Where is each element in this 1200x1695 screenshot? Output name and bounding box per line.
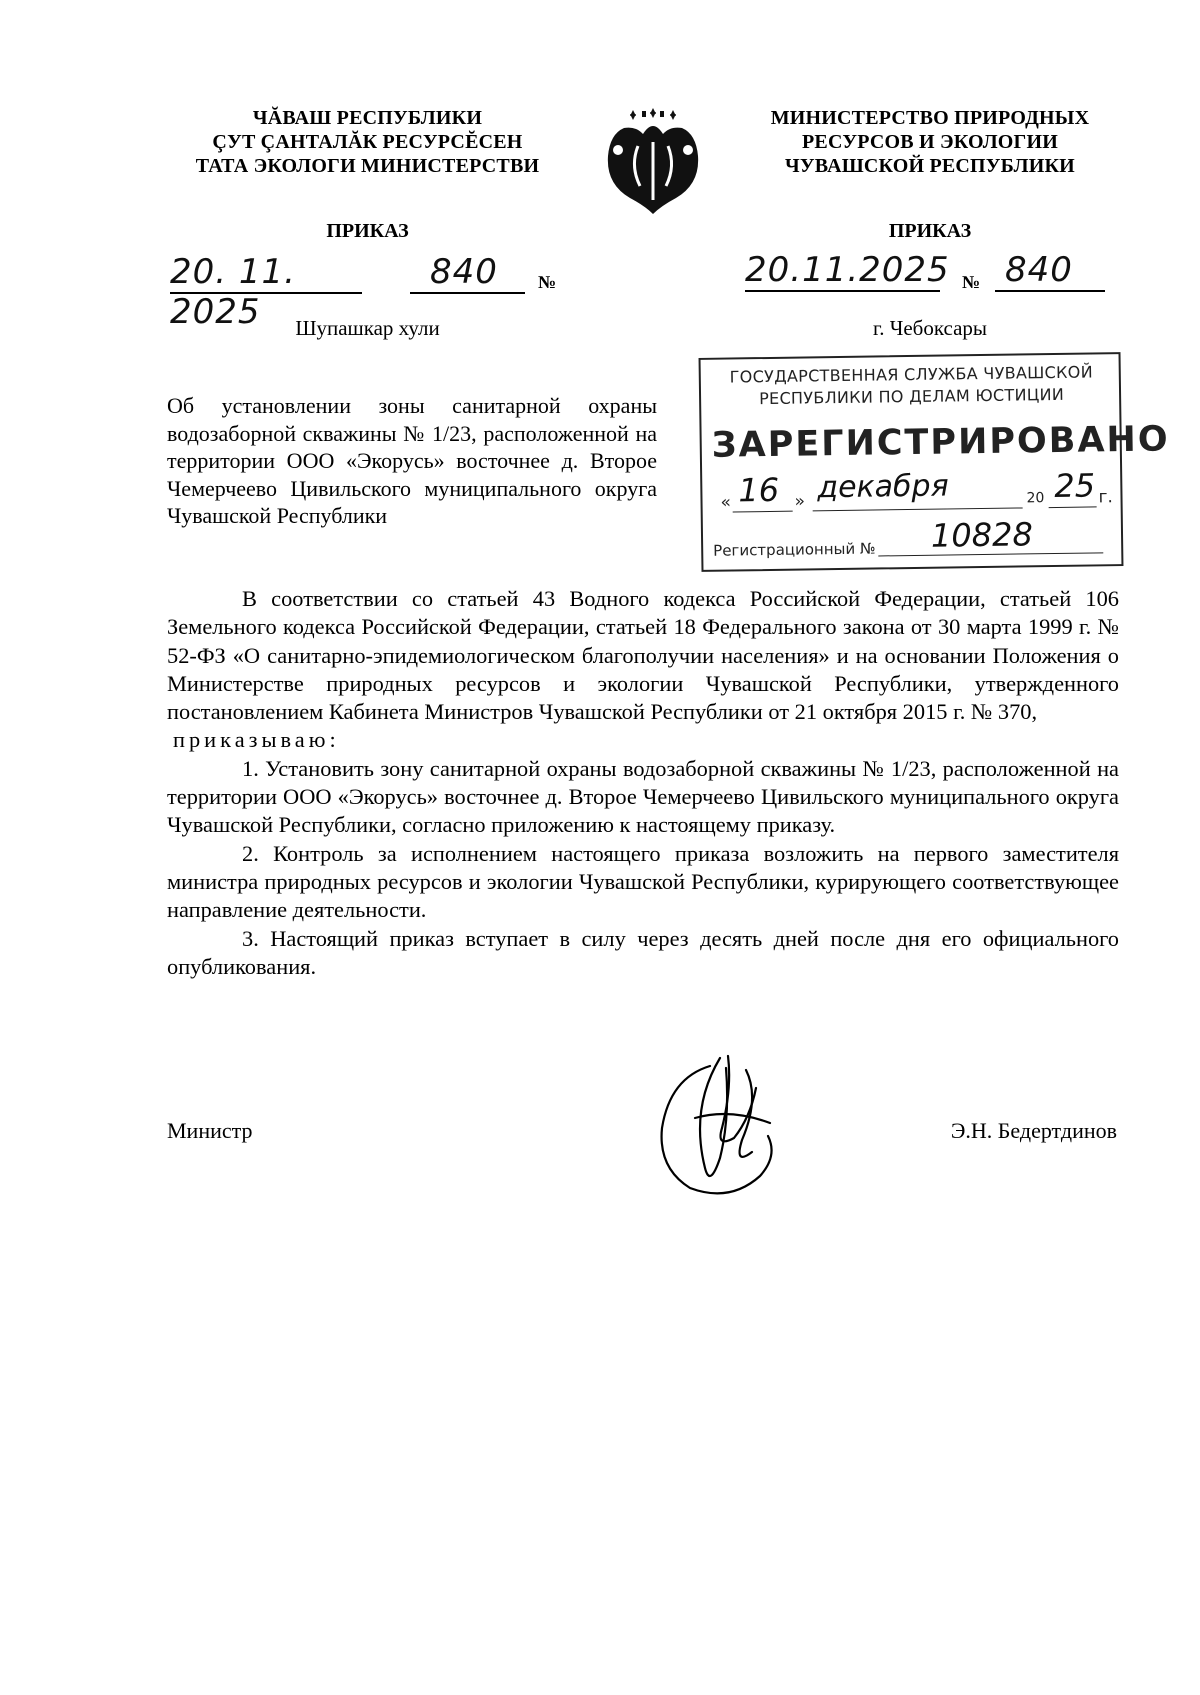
order-title-right: ПРИКАЗ: [888, 220, 972, 242]
signature-position: Министр: [167, 1118, 253, 1143]
header-left-line-1: ЧĂВАШ РЕСПУБЛИКИ: [252, 107, 483, 129]
body-item-3: 3. Настоящий приказ вступает в силу через десять дней после дня его официального опубликования.: [167, 925, 1119, 979]
order-number-left: 840: [430, 252, 498, 292]
number-sign-right: №: [962, 272, 981, 292]
stamp-day-underline: [733, 511, 793, 513]
order-date-left: 20. 11. 2025: [170, 252, 296, 332]
registration-stamp: [699, 352, 1170, 572]
chuvash-emblem-icon: [600, 106, 706, 216]
header-right-line-3: ЧУВАШСКОЙ РЕСПУБЛИКИ: [785, 155, 1075, 177]
header-right-russian: [740, 106, 1120, 178]
date-underline-left: [170, 292, 362, 294]
order-subject: Об установлении зоны санитарной охраны водозаборной скважины № 1/23, расположенной на территории ООО «Экорусь» восточнее д. Второе Чемерчеево Цивильского муниципального округа Чувашской Республики: [167, 393, 657, 528]
stamp-month-underline: [813, 507, 1023, 511]
stamp-year-prefix: 20: [1026, 490, 1045, 507]
date-underline-right: [745, 290, 940, 292]
stamp-reg-underline: [878, 552, 1103, 556]
stamp-reg-label: Регистрационный №: [713, 539, 876, 560]
order-body: [167, 585, 1119, 981]
number-sign-left: №: [538, 272, 557, 292]
header-right-line-1: МИНИСТЕРСТВО ПРИРОДНЫХ: [770, 107, 1090, 129]
order-date-right: 20.11.2025: [745, 250, 950, 290]
stamp-month: декабря: [817, 468, 949, 506]
stamp-day-open: «: [720, 492, 732, 513]
header-left-line-3: ТАТА ЭКОЛОГИ МИНИСТЕРСТВИ: [195, 155, 540, 177]
number-underline-left: [410, 292, 525, 294]
stamp-line-2: РЕСПУБЛИКИ ПО ДЕЛАМ ЮСТИЦИИ: [758, 384, 1065, 409]
stamp-day: 16: [738, 470, 780, 510]
order-number-right: 840: [1005, 250, 1073, 290]
signature-name: Э.Н. Бедертдинов: [950, 1118, 1117, 1143]
header-left-chuvash: [155, 106, 580, 178]
header-left-line-2: ÇУТ ÇАНТАЛĂК РЕСУРСĔСЕН: [212, 131, 523, 153]
body-orders-word: приказываю:: [173, 727, 340, 753]
body-intro: В соответствии со статьей 43 Водного кодекса Российской Федерации, статьей 106 Земельного кодекса Российской Федерации, статьей 18 Федерального закона от 30 марта 1999 г. № 52-ФЗ «О санитарно-эпидемиологическом благополучии населения» и на основании Положения о Министерстве природных ресурсов и экологии Чувашской Республики, утвержденного постановлением Кабинета Министров Чувашской Республики от 21 октября 2015 г. № 370,: [167, 586, 1119, 725]
number-underline-right: [995, 290, 1105, 292]
order-title-left: ПРИКАЗ: [326, 220, 409, 242]
place-right: г. Чебоксары: [872, 316, 988, 340]
stamp-line-1: ГОСУДАРСТВЕННАЯ СЛУЖБА ЧУВАШСКОЙ: [729, 362, 1094, 387]
place-left: Шупашкар хули: [295, 316, 440, 340]
header-right-line-2: РЕСУРСОВ И ЭКОЛОГИИ: [802, 131, 1058, 153]
stamp-year-suffix: г.: [1098, 487, 1113, 508]
body-item-2: 2. Контроль за исполнением настоящего приказа возложить на первого заместителя министра природных ресурсов и экологии Чувашской Республики, курирующего соответствующее направление деятельности.: [167, 840, 1119, 923]
body-item-1: 1. Установить зону санитарной охраны водозаборной скважины № 1/23, расположенной на территории ООО «Экорусь» восточнее д. Второе Чемерчеево Цивильского муниципального округа Чувашской Республики, согласно приложению к настоящему приказу.: [167, 755, 1119, 838]
stamp-reg-number: 10828: [930, 515, 1034, 555]
handwritten-signature: [650, 1048, 790, 1203]
stamp-year-underline: [1049, 506, 1097, 508]
stamp-title: ЗАРЕГИСТРИРОВАНО: [711, 419, 1170, 466]
stamp-year: 25: [1054, 466, 1096, 505]
stamp-day-close: »: [794, 491, 806, 512]
